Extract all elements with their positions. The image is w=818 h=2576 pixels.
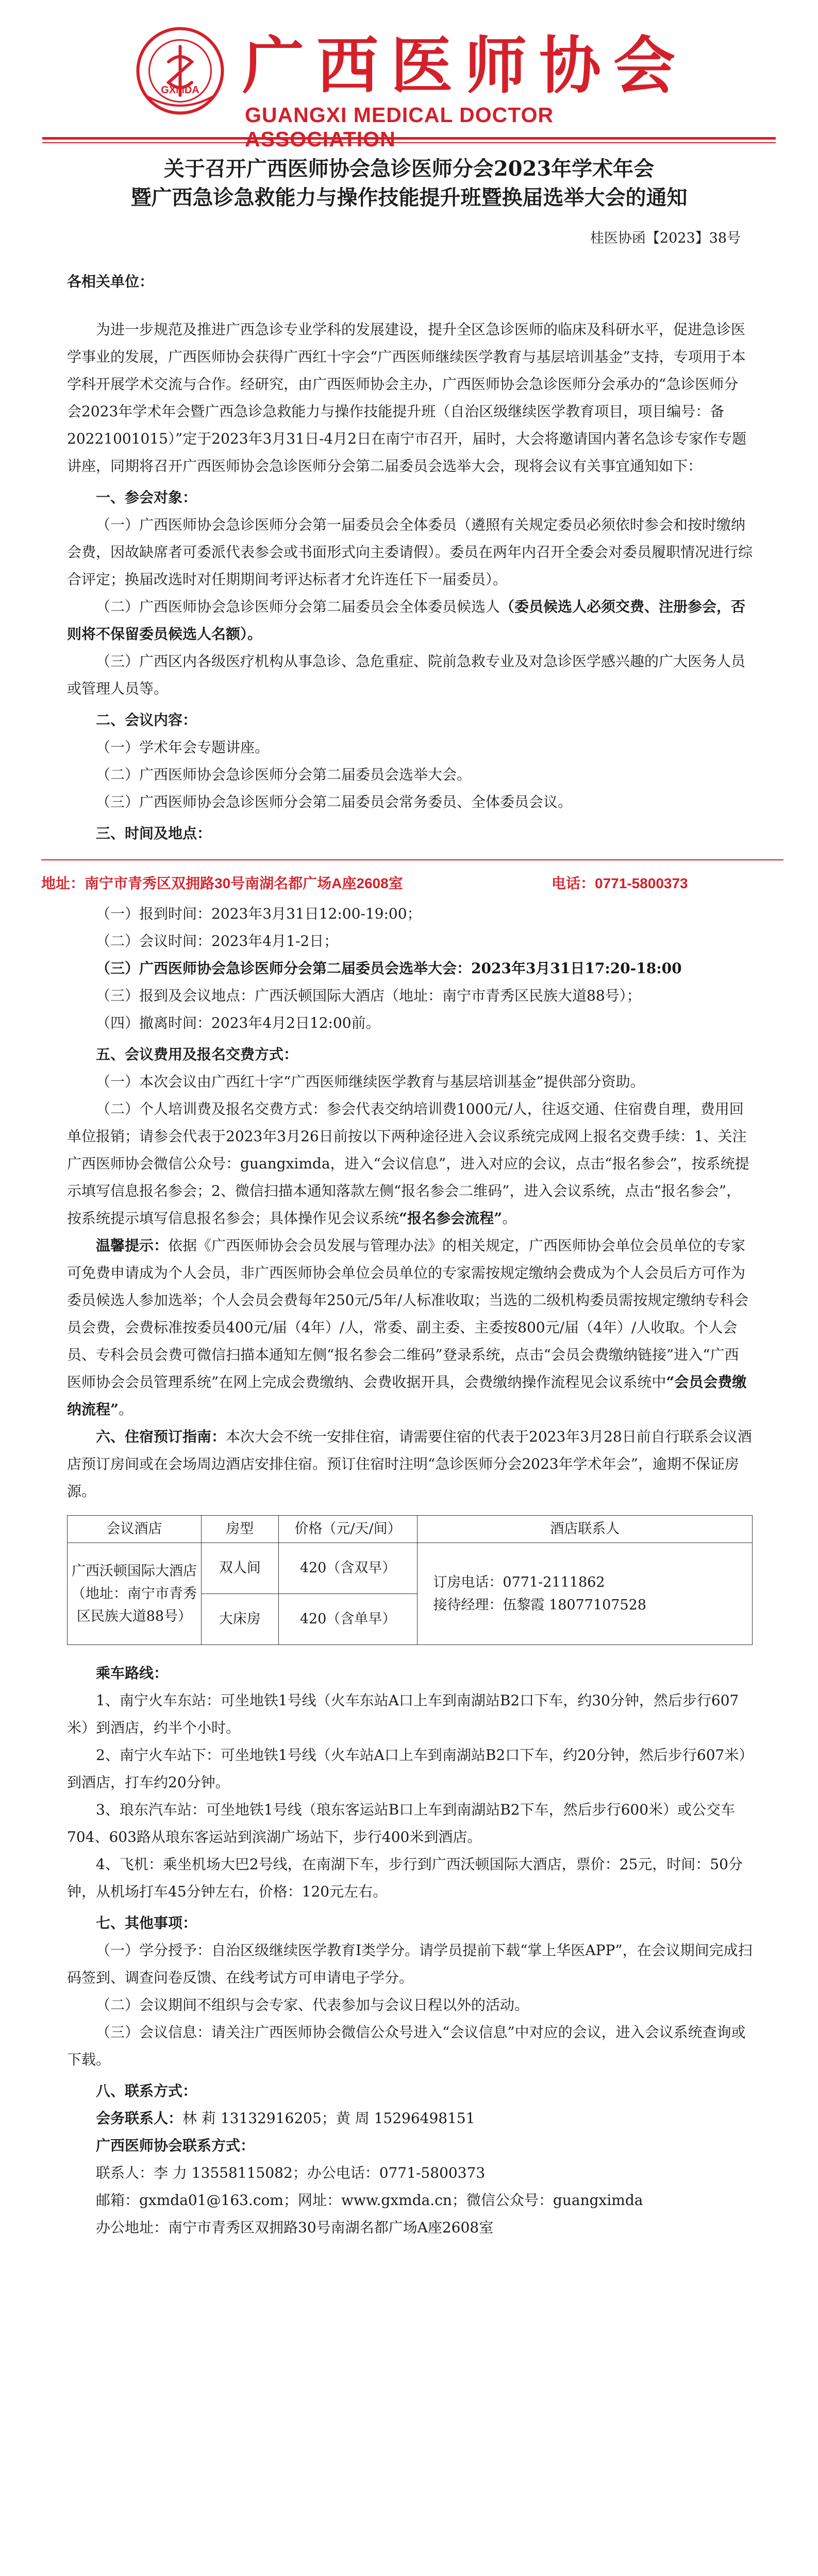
attendees-item-2-text: （二）广西医师协会急诊医师分会第二届委员会全体委员候选人 bbox=[96, 598, 500, 615]
attendees-item-1: （一）广西医师协会急诊医师分会第一届委员会全体委员（遴照有关规定委员必须依时参会和按时缴纳会费，因故缺席者可委派代表参会或书面形式向主委请假）。委员在两年内召开全委会对委员履职情况进行综合评定；换届改选时对任期期间考评达标者才允许连任下一届委员）。 bbox=[67, 516, 753, 588]
room-type-cell: 双人间 bbox=[201, 1543, 278, 1594]
association-logo bbox=[135, 26, 225, 116]
content-item-2: （二）广西医师协会急诊医师分会第二届委员会选举大会。 bbox=[96, 766, 472, 783]
attendees-item-3: （三）广西区内各级医疗机构从事急诊、急危重症、院前急救专业及对急诊医学感兴趣的广大医务人员或管理人员等。 bbox=[67, 653, 746, 697]
lodging-text: 本次大会不统一安排住宿，请需要住宿的代表于2023年3月28日前自行联系会议酒店预订房间或在会场周边酒店安排住宿。预订住宿时注明“急诊医师分会2023年学术年会”，逾期不保证房源。 bbox=[67, 1428, 752, 1500]
header-room-type: 房型 bbox=[201, 1516, 278, 1543]
route-item-4: 4、飞机：乘坐机场大巴2号线，在南湖下车，步行到广西沃顿国际大酒店，票价：25元，时间：50分钟，从机场打车45分钟左右，价格：120元左右。 bbox=[67, 1856, 743, 1900]
fees-item-2-end: 。 bbox=[502, 1210, 517, 1227]
header-rule-thin bbox=[42, 142, 776, 143]
time-item-3 bbox=[67, 955, 753, 982]
salutation: 各相关单位： bbox=[67, 273, 154, 290]
route-heading: 乘车路线： bbox=[96, 1665, 169, 1682]
header-price: 价格（元/天/间） bbox=[278, 1516, 418, 1543]
logo-text: GXMDA bbox=[161, 84, 199, 96]
secretary-contact bbox=[67, 2105, 753, 2132]
section-heading-contact: 八、联系方式： bbox=[96, 2082, 197, 2099]
org-name-chinese: 广西医师协会 bbox=[242, 29, 688, 102]
section-heading-content: 二、会议内容： bbox=[96, 711, 197, 728]
header-hotel: 会议酒店 bbox=[68, 1516, 202, 1543]
section-heading-attendees: 一、参会对象： bbox=[96, 489, 197, 506]
letterhead bbox=[0, 0, 818, 149]
assoc-address: 办公地址：南宁市青秀区双拥路30号南湖名都广场A座2608室 bbox=[96, 2219, 494, 2236]
office-phone: 电话：0771-5800373 bbox=[552, 875, 688, 891]
reminder-paragraph bbox=[67, 1232, 753, 1423]
hotel-contact-cell bbox=[418, 1543, 753, 1645]
time-item-1: （一）报到时间：2023年3月31日12:00-19:00； bbox=[96, 905, 422, 922]
hotel-table-header bbox=[68, 1516, 753, 1543]
document-title-line-2: 暨广西急诊急救能力与操作技能提升班暨换届选举大会的通知 bbox=[130, 185, 688, 210]
table-row bbox=[68, 1543, 753, 1594]
booking-phone: 订房电话：0771-2111862 bbox=[433, 1574, 605, 1590]
office-address-bar bbox=[41, 859, 783, 897]
route-item-2: 2、南宁火车站下：可坐地铁1号线（火车站A口上车到南湖站B2口下车，约20分钟，然后步行607米）到酒店，打车约20分钟。 bbox=[67, 1747, 746, 1791]
room-type-cell: 大床房 bbox=[201, 1594, 278, 1645]
fees-item-2-text: （二）个人培训费及报名交费方式：参会代表交纳培训费1000元/人，往返交通、住宿费自理，费用回单位报销；请参会代表于2023年3月26日前按以下两种途径进入会议系统完成网上报名交费手续：1、关注广西医师协会微信公众号：guangximda，进入“会议信息”，进入对应的会议，点击“报名参会”，按系统提示填写信息报名参会；2、微信扫描本通知落款左侧“报名参会二维码”，进入会议系统，点击“报名参会”，按系统提示填写信息报名参会；具体操作见会议系统 bbox=[67, 1100, 749, 1227]
secretary-label: 会务联系人： bbox=[96, 2110, 183, 2127]
assoc-contact-person: 联系人：李 力 13558115082；办公电话：0771-5800373 bbox=[96, 2164, 486, 2181]
content-item-3: （三）广西医师协会急诊医师分会第二届委员会常务委员、全体委员会议。 bbox=[96, 793, 573, 810]
time-item-5: （四）撤离时间：2023年4月2日12:00前。 bbox=[96, 1014, 380, 1031]
document-body bbox=[41, 268, 753, 2241]
content-item-1: （一）学术年会专题讲座。 bbox=[96, 739, 270, 756]
section-heading-fees: 五、会议费用及报名交费方式： bbox=[96, 1046, 298, 1063]
registration-process-link: “报名参会流程” bbox=[399, 1210, 503, 1227]
secretary-value: 林 莉 13132916205；黄 周 15296498151 bbox=[182, 2110, 475, 2127]
attendees-item-2 bbox=[67, 593, 753, 648]
header-contact: 酒店联系人 bbox=[418, 1516, 753, 1543]
org-name-english: GUANGXI MEDICAL DOCTOR bbox=[245, 103, 554, 127]
other-item-2: （二）会议期间不组织与会专家、代表参加与会议日程以外的活动。 bbox=[96, 1996, 529, 2013]
route-item-3: 3、琅东汽车站：可坐地铁1号线（琅东客运站B口上车到南湖站B2下车，然后步行600米）或公交车704、603路从琅东客运站到滨湖广场站下，步行400米到酒店。 bbox=[67, 1801, 736, 1845]
reception-manager: 接待经理：伍黎霞 18077107528 bbox=[433, 1597, 646, 1613]
price-cell: 420（含双早） bbox=[278, 1543, 418, 1594]
fees-item-2 bbox=[67, 1095, 753, 1232]
reminder-text: 依据《广西医师协会会员发展与管理办法》的相关规定，广西医师协会单位会员单位的专家可免费申请成为个人会员，非广西医师协会单位会员单位的专家需按规定缴纳会费成为个人会员后方可作为委员候选人参加选举；个人会员会费每年250元/5年/人标准收取；当选的二级机构委员需按规定缴纳专科会员会费，会费标准按委员400元/届（4年）/人，常委、副主委、主委按800元/届（4年）/人收取。个人会员、专科会员会费可微信扫描本通知左侧“报名参会二维码”登录系统，点击“会员会费缴纳链接”进入“广西医师协会会员管理系统”在网上完成会费缴纳、会费收据开具，会费缴纳操作流程见会议系统中 bbox=[67, 1237, 749, 1391]
document-title-line-1: 关于召开广西医师协会急诊医师分会2023年学术年会 bbox=[163, 157, 655, 181]
header-rule-thick bbox=[42, 137, 776, 140]
office-address: 地址：南宁市青秀区双拥路30号南湖名都广场A座2608室 bbox=[41, 875, 403, 891]
hotel-name-cell: 广西沃顿国际大酒店（地址：南宁市青秀区民族大道88号） bbox=[68, 1543, 202, 1645]
section-heading-time-place: 三、时间及地点： bbox=[96, 825, 212, 842]
route-item-1: 1、南宁火车东站：可坐地铁1号线（火车东站A口上车到南湖站B2口下车，约30分钟，然后步行607米）到酒店，约半个小时。 bbox=[67, 1692, 739, 1736]
price-cell: 420（含单早） bbox=[278, 1594, 418, 1645]
election-label: （三）广西医师协会急诊医师分会第二届委员会选举大会： bbox=[96, 960, 472, 977]
hotel-table bbox=[67, 1515, 753, 1645]
fee-process-link: “会员会费缴纳流程” bbox=[67, 1374, 747, 1418]
fees-item-1: （一）本次会议由广西红十字“广西医师继续医学教育与基层培训基金”提供部分资助。 bbox=[96, 1073, 645, 1090]
document-number: 桂医协函【2023】38号 bbox=[590, 230, 741, 246]
time-item-4: （三）报到及会议地点：广西沃顿国际大酒店（地址：南宁市青秀区民族大道88号）； bbox=[96, 987, 641, 1004]
attendees-item-2-note: （委员候选人必须交费、注册参会，否则将不保留委员候选人名额）。 bbox=[67, 598, 746, 642]
assoc-email-web: 邮箱：gxmda01@163.com；网址：www.gxmda.cn；微信公众号：guangximda bbox=[96, 2192, 643, 2209]
election-time: 2023年3月31日17:20-18:00 bbox=[471, 960, 682, 977]
section-heading-other: 七、其他事项： bbox=[96, 1914, 197, 1931]
reminder-end: 。 bbox=[119, 1401, 133, 1418]
lodging-paragraph bbox=[67, 1423, 753, 1505]
other-item-3: （三）会议信息：请关注广西医师协会微信公众号进入“会议信息”中对应的会议，进入会议系统查询或下载。 bbox=[67, 2024, 746, 2068]
other-item-1: （一）学分授予：自治区级继续医学教育Ⅰ类学分。请学员提前下载“掌上华医APP”，在会议期间完成扫码签到、调查问卷反馈、在线考试方可申请电子学分。 bbox=[67, 1942, 753, 1986]
intro-paragraph: 为进一步规范及推进广西急诊专业学科的发展建设，提升全区急诊医师的临床及科研水平，促进急诊医学事业的发展，广西医师协会获得广西红十字会“广西医师继续医学教育与基层培训基金”支持，专项用于本学科开展学术交流与合作。经研究，由广西医师协会主办，广西医师协会急诊医师分会承办的“急诊医师分会2023年学术年会暨广西急诊急救能力与操作技能提升班（自治区级继续医学教育项目，项目编号：备20221001015）”定于2023年3月31日-4月2日在南宁市召开，届时，大会将邀请国内著名急诊专家作专题讲座，同期将召开广西医师协会急诊医师分会第二届委员会选举大会，现将会议有关事宜通知如下： bbox=[67, 321, 747, 474]
time-item-2: （二）会议时间：2023年4月1-2日； bbox=[96, 933, 339, 950]
reminder-label: 温馨提示： bbox=[96, 1237, 169, 1254]
assoc-contact-label: 广西医师协会联系方式： bbox=[96, 2137, 255, 2154]
section-heading-lodging: 六、住宿预订指南： bbox=[96, 1428, 226, 1445]
